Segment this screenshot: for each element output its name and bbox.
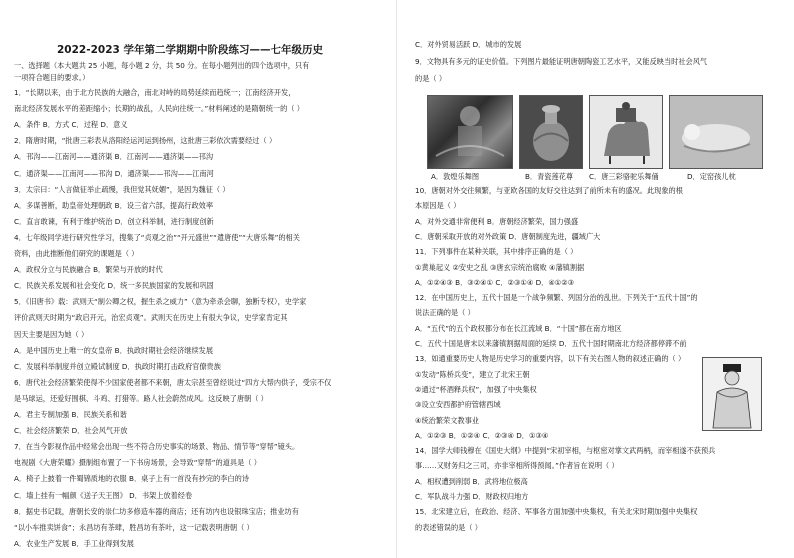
text-line: 1．“长期以来，由于北方民族的大融合，南北对峙的局势延续而趋统一；江南经济开发，: [14, 88, 296, 97]
text-line: C．通济渠——江南河——邗沟 D．通济渠——邗沟——江南河: [14, 168, 214, 178]
text-line: 评价武则天时期为“政启开元，治宏贞观”。武则天在历史上有很大争议，史学家肯定其: [14, 313, 288, 323]
text-line: C．社会经济繁荣 D．社会风气开放: [14, 426, 128, 436]
text-line: A．邗沟——江南河——通济渠 B．江南河——通济渠——邗沟: [14, 152, 214, 162]
text-line: ③设立安西都护府管辖西域: [415, 400, 501, 410]
text-line: A．椅子上披着一件蜀锦质地的衣服 B．桌子上有一首没有抄完的李白的诗: [14, 474, 249, 484]
text-line: 11．下列事件在某种关联，其中排序正确的是（ ）: [415, 247, 578, 257]
text-line: A．是中国历史上唯一的女皇帝 B．执政时期社会经济继续发展: [14, 345, 214, 355]
text-line: A．多谋善断，助皇帝处理朝政 B．设三省六部，提高行政效率: [14, 200, 214, 210]
text-line: C．对外贸易活跃 D．城市的发展: [415, 40, 522, 49]
text-line: 5．《旧唐书》载：武则天“制公卿之权，握生杀之威力”（意为牵杀会聊，独断专权），史学家: [14, 297, 307, 307]
text-line: A．相权遭到削弱 B．武将地位极高: [415, 476, 528, 486]
tang-sancai-camel-image: [589, 95, 663, 169]
caption-a: A．敦煌乐舞图: [431, 172, 480, 181]
text-line: ①黄巢起义 ②安史之乱 ③唐玄宗统治腐败 ④藩镇割据: [415, 262, 585, 272]
text-line: 4．七年级同学进行研究性学习，搜集了“贞观之治”“开元盛世”“遣唐使”“大唐乐舞”的相关: [14, 232, 300, 242]
caption-c: C．唐三彩骆驼乐舞俑: [589, 172, 659, 181]
text-line: 14．国学大师钱穆在《国史大纲》中提到“宋初宰相，与枢密对掌文武两柄，而宰相遂不获预兵: [415, 446, 716, 456]
text-line: 15．北宋建立后，在政治、经济、军事各方面加强中央集权，有关北宋时期加强中央集权: [415, 507, 698, 517]
text-line: 事……又财务归之三司，亦非宰相所得预闻。”作者旨在说明（ ）: [415, 461, 619, 471]
text-line: 资料，由此推断他们研究的课题是（ ）: [14, 249, 139, 258]
text-line: ②通过“杯酒释兵权”，加强了中央集权: [415, 384, 537, 394]
instructions-line-2: 一项符合题目的要求。）: [14, 73, 90, 82]
celadon-lotus-vessel-image: [519, 95, 583, 169]
text-line: C．五代十国是唐末以来藩镇割据局面的延续 D．五代十国时期南北方经济都停滞不前: [415, 339, 687, 348]
text-line: 南北经济发展水平的差距缩小；长期的战乱，人民向往统一。”材料阐述的是隋朝统一的（ ）: [14, 104, 304, 114]
caption-d: D．定窑孩儿枕: [687, 172, 736, 181]
text-line: C．发展科举制度并创立殿试制度 D．执政时期打击政府官僚贵族: [14, 361, 221, 371]
text-line: 本原因是（ ）: [415, 201, 461, 211]
text-line: A．政权分立与民族融合 B．繁荣与开放的时代: [14, 265, 163, 275]
text-line: 6．唐代社会经济繁荣使得不少国家使者都不来朝，唐太宗甚至曾经说过“四方大帮内供子，受宗不仅: [14, 377, 332, 387]
text-line: “以小车推卖饼食”；永昌坊有茶肆，胜昌坊有茶叶，这一记载表明唐朝（ ）: [14, 522, 254, 532]
text-line: C．民族关系发展和社会变化 D．统一多民族国家的发展和巩固: [14, 281, 214, 291]
text-line: A．君主专制加强 B．民族关系和谐: [14, 410, 127, 419]
text-line: A．①②③ B．①②④ C．②③④ D．①③④: [415, 430, 549, 440]
text-line: A．“五代”的五个政权都分布在长江流域 B．“十国”都在南方地区: [415, 323, 622, 333]
text-line: 2．隋唐时期，“批唐三彩表从洛阳经运河运到扬州，这批唐三彩依次需要经过（ ）: [14, 136, 277, 146]
text-line: C．墙上挂有一幅颜《送子天王图》 D．书架上放着经卷: [14, 490, 193, 500]
text-line: 10．唐朝对外交往频繁，与亚欧各国的友好交往达到了前所未有的盛况。此现象的根: [415, 186, 683, 195]
text-line: C．唐朝采取开放的对外政策 D．唐朝制度先进，疆域广大: [415, 231, 601, 241]
text-line: 因天主要是因为她（ ）: [14, 329, 89, 339]
song-taizu-portrait-image: [702, 357, 762, 431]
text-line: 说法正确的是（ ）: [415, 308, 475, 318]
text-line: 13．如通重要历史人物是历史学习的重要内容，以下有关右图人物的叙述正确的（ ）: [415, 354, 686, 364]
text-line: 的是（ ）: [415, 74, 447, 83]
text-line: 电视剧《大唐荣耀》摄制组布置了一下书房场景，会导致“穿帮”的道具是（ ）: [14, 458, 261, 468]
text-line: A．条件 B．方式 C．过程 D．意义: [14, 120, 128, 130]
text-line: 7．在当今影视作品中经常会出现一些不符合历史事实的场景、物品、情节等“穿帮”镜头。: [14, 442, 300, 452]
text-line: A．对外交通非常便利 B．唐朝经济繁荣，国力强盛: [415, 216, 579, 226]
right-page: [397, 0, 794, 558]
text-line: 是马球运，还爱好围棋、斗鸡、打猎等。路人社会蔚然成风。这反映了唐朝（ ）: [14, 393, 268, 403]
text-line: A．①②④③ B．③②④① C．②③①④ D．④①②③: [415, 277, 575, 287]
text-line: 12．在中国历史上，五代十国是一个战争频繁、列国分治的乱世。下列关于“五代十国”的: [415, 293, 698, 303]
text-line: A．农业生产发展 B．手工业得到发展: [14, 538, 134, 548]
text-line: C．直言敢谏，有利于维护统治 D．创立科举制，进行制度创新: [14, 216, 214, 226]
dunhuang-dance-mural-image: [427, 95, 513, 169]
caption-b: B．青瓷莲花尊: [525, 172, 574, 181]
text-line: 8．据史书记载，唐朝长安的崇仁坊多修造车器的商店；还有坊内也设银珠宝店；推业坊有: [14, 506, 299, 516]
ding-kiln-child-pillow-image: [669, 95, 763, 169]
text-line: ④统治繁荣文教事业: [415, 415, 479, 425]
text-line: 3．太宗曰：“人言做征举止疏慢，我但觉其妩媚”，是因为魏征（ ）: [14, 184, 230, 194]
text-line: 的表述错误的是（ ）: [415, 522, 482, 532]
text-line: ①发动“陈桥兵变”，建立了北宋王朝: [415, 369, 530, 379]
exam-title: 2022-2023 学年第二学期期中阶段练习——七年级历史: [57, 44, 323, 56]
instructions-line-1: 一、选择题（本大题共 25 小题，每小题 2 分，共 50 分。在每小题列出的四个选项中，只有: [14, 61, 310, 70]
text-line: C．军队战斗力强 D．财政权归地方: [415, 492, 529, 501]
text-line: 9．文物具有多元的证史价值。下列图片最能证明唐朝陶瓷工艺水平，又能反映当时社会风气: [415, 57, 708, 66]
